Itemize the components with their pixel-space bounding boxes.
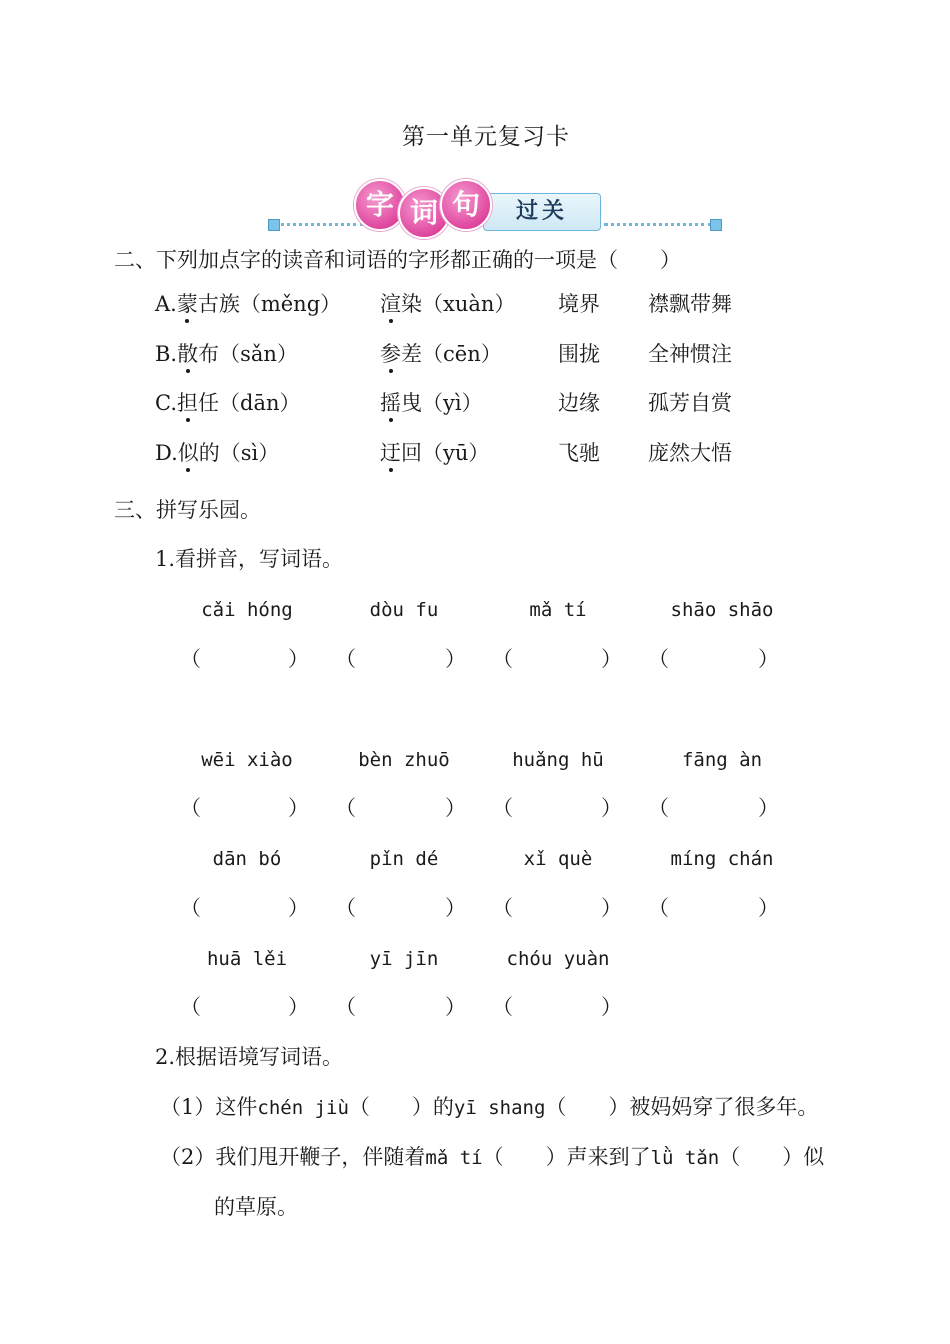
option-word-c: 境界 [558,292,600,316]
pinyin-prompt: fāng àn [681,749,763,771]
answer-paren-close: ） [758,647,779,671]
answer-paren-close: ） [288,896,309,920]
option-letter: B. [155,342,178,366]
pinyin-prompt: bèn zhuō [358,749,450,771]
pinyin-prompt: dān bó [212,848,282,870]
pinyin-prompt: pǐn dé [369,848,439,870]
answer-blank[interactable] [670,894,768,922]
option-word-d: 全神惯注 [648,342,732,366]
answer-blank[interactable] [514,645,611,673]
answer-paren-open: （ [335,796,356,820]
answer-paren-close: ） [445,796,466,820]
option-letter: D. [155,441,178,465]
banner-square-left [268,219,280,231]
pinyin-prompt: míng chán [670,848,774,870]
section-banner [268,175,723,237]
answer-blank[interactable]: （ ）声来到了 [482,1145,651,1169]
banner-label: 过关 [483,193,601,231]
option-word-c: 边缘 [558,391,600,415]
answer-blank[interactable] [357,794,455,822]
page-title: 第一单元复习卡 [402,124,570,150]
answer-paren-open: （ [492,896,513,920]
answer-paren-close: ） [288,647,309,671]
answer-blank[interactable] [670,645,768,673]
sentence-1: （1）这件chén jiù（ ）的yī shang（ ）被妈妈穿了很多年。 [160,1095,819,1119]
option-word-d: 庞然大悟 [648,441,732,465]
sentence-2-continuation: 的草原。 [214,1195,298,1219]
answer-paren-close: ） [601,796,622,820]
answer-blank[interactable] [202,645,298,673]
answer-blank[interactable] [514,794,611,822]
pinyin-prompt: yī jīn [369,948,439,970]
answer-paren-close: ） [288,995,309,1019]
dotted-char: 似 [177,441,199,465]
pinyin-prompt: huǎng hū [512,749,604,771]
pinyin-prompt: wēi xiào [201,749,293,771]
q3-sub1: 1.看拼音，写词语。 [155,547,344,571]
answer-paren-close: ） [601,896,622,920]
answer-paren-open: （ [180,995,201,1019]
banner-dotted-line-right [604,223,712,226]
answer-blank[interactable] [357,645,455,673]
answer-paren-close: ） [445,647,466,671]
answer-blank[interactable] [514,894,611,922]
option-word-c: 围拢 [558,342,600,366]
pinyin-prompt: shāo shāo [670,599,774,621]
answer-paren-close: ） [445,995,466,1019]
answer-paren-open: （ [492,995,513,1019]
answer-paren-close: ） [758,896,779,920]
dotted-char: 迂 [380,441,401,465]
answer-blank[interactable] [202,894,298,922]
answer-paren-close: ） [288,796,309,820]
q3-heading: 三、拼写乐园。 [114,498,261,522]
option-letter: C. [155,391,177,415]
answer-blank[interactable]: （ ）的 [348,1095,454,1119]
dotted-char: 摇 [380,391,401,415]
answer-paren-open: （ [492,796,513,820]
answer-paren-open: （ [180,796,201,820]
answer-paren-open: （ [648,647,669,671]
answer-paren-open: （ [180,896,201,920]
q2-heading: 二、下列加点字的读音和词语的字形都正确的一项是（ ） [114,248,681,272]
answer-blank[interactable] [514,993,611,1021]
answer-paren-close: ） [601,995,622,1019]
banner-char-ju: 句 [440,179,492,231]
pinyin-text: chén jiù [257,1097,349,1119]
answer-paren-close: ） [601,647,622,671]
dotted-char: 参 [380,342,401,366]
dotted-char: 蒙 [176,292,198,316]
dotted-char: 渲 [380,292,401,316]
pinyin-text: yī shang [453,1097,546,1119]
pinyin-prompt: cǎi hóng [201,599,293,621]
answer-paren-open: （ [492,647,513,671]
pinyin-prompt: mǎ tí [529,599,587,621]
answer-blank[interactable] [202,794,298,822]
banner-square-right [710,219,722,231]
dotted-char: 担 [177,391,198,415]
answer-blank[interactable] [357,894,455,922]
answer-blank[interactable]: （ ）似 [719,1145,825,1169]
dotted-char: 散 [177,342,199,366]
banner-char-zi: 字 [354,179,406,231]
pinyin-text: mǎ tí [425,1147,483,1169]
sentence-2: （2）我们甩开鞭子，伴随着mǎ tí（ ）声来到了lǜ tǎn（ ）似 [160,1145,825,1169]
pinyin-prompt: huā lěi [206,948,288,970]
pinyin-prompt: dòu fu [369,599,439,621]
option-word-d: 襟飘带舞 [648,292,732,316]
answer-blank[interactable]: （ ）被妈妈穿了很多年。 [545,1095,819,1119]
answer-paren-open: （ [180,647,201,671]
pinyin-prompt: chóu yuàn [506,948,610,970]
banner-dotted-line-left [274,223,364,226]
answer-paren-close: ） [758,796,779,820]
answer-paren-open: （ [648,896,669,920]
option-word-d: 孤芳自赏 [648,391,732,415]
option-word-c: 飞驰 [558,441,600,465]
answer-paren-open: （ [335,896,356,920]
q3-sub2: 2.根据语境写词语。 [155,1045,344,1069]
answer-blank[interactable] [670,794,768,822]
answer-paren-close: ） [445,896,466,920]
answer-blank[interactable] [202,993,298,1021]
answer-blank[interactable] [357,993,455,1021]
answer-paren-open: （ [335,995,356,1019]
banner-char-ci: 词 [398,187,450,239]
pinyin-prompt: xǐ què [523,848,593,870]
answer-paren-open: （ [335,647,356,671]
pinyin-text: lǜ tǎn [650,1147,720,1169]
answer-paren-open: （ [648,796,669,820]
option-letter: A. [155,292,177,316]
